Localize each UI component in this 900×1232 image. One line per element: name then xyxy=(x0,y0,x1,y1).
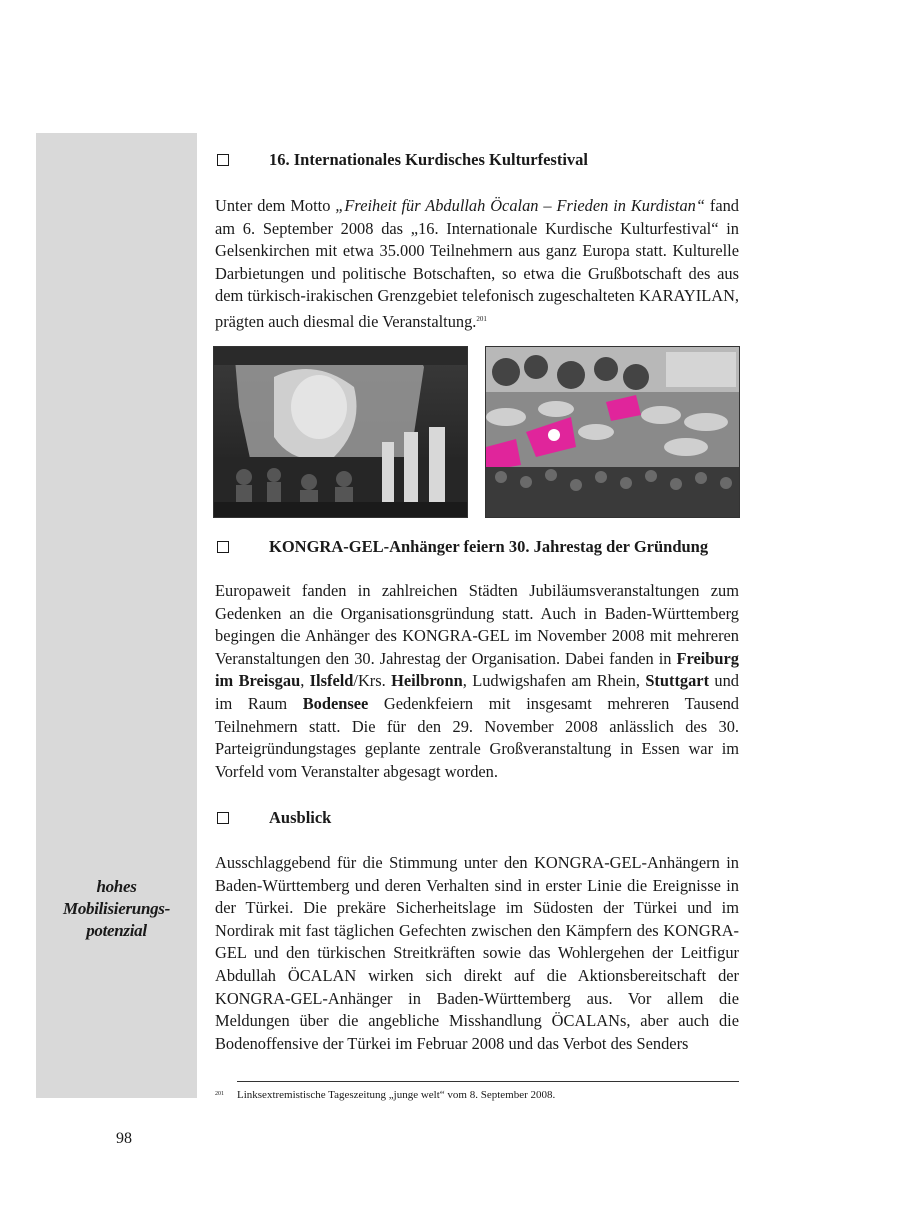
section-heading xyxy=(215,535,739,559)
paragraph-text: , xyxy=(300,671,310,691)
checkbox-bullet-icon xyxy=(217,154,229,166)
city-name: Ilsfeld xyxy=(309,671,354,691)
footnote-reference: 201 xyxy=(476,314,487,323)
footnote-number: 201 xyxy=(215,1091,224,1097)
paragraph-text: Unter dem Motto xyxy=(215,196,336,215)
city-name: Freiburg im Breisgau xyxy=(215,648,739,691)
section-paragraph xyxy=(215,580,739,783)
footnote-divider xyxy=(237,1081,739,1082)
margin-note-line: Mobilisierungs- xyxy=(63,899,170,918)
paragraph-text: /Krs. xyxy=(353,671,392,691)
photo-stage xyxy=(213,346,468,518)
footnote-text: Linksextremistische Tageszeitung „junge welt“ vom 8. September 2008. xyxy=(237,1089,556,1101)
paragraph-text: und im Raum xyxy=(215,671,739,713)
city-name: Bodensee xyxy=(302,693,369,713)
section-heading xyxy=(215,148,739,172)
checkbox-bullet-icon xyxy=(217,541,229,553)
section-paragraph xyxy=(215,195,739,334)
section-heading-text: Ausblick xyxy=(269,808,332,827)
paragraph-text: , Ludwigshafen am Rhein, xyxy=(462,671,646,691)
section-heading-text: KONGRA-GEL-Anhänger feiern 30. Jahrestag der Gründung xyxy=(269,537,709,556)
margin-note-line: hohes xyxy=(96,877,137,896)
paragraph-text: fand am 6. September 2008 das „16. Internationale Kurdische Kulturfestival“ in Gelsenkirchen mit etwa 35.000 Teilnehmern aus ganz Europa statt. Kulturelle Darbietungen und politische Botschaften, so etwa die Grußbotschaft des aus dem türkisch-irakischen Grenzgebiet telefonisch zugeschalteten KARAYILAN, prägten auch diesmal die Veranstaltung. xyxy=(215,196,739,331)
city-name: Heilbronn xyxy=(391,671,463,691)
paragraph-text: Gedenkfeiern mit insgesamt mehreren Tausend Teilnehmern statt. Die für den 29. November 2008 anlässlich des 30. Parteigründungstages geplante zentrale Großveranstaltung in Essen war im Vorfeld vom Veranstalter abgesagt worden. xyxy=(215,693,739,781)
city-name: Stuttgart xyxy=(645,671,710,691)
margin-sidebar xyxy=(36,133,197,1098)
page-number: 98 xyxy=(116,1130,132,1147)
footnote xyxy=(215,1087,739,1102)
section-paragraph xyxy=(215,852,739,1055)
photo-crowd xyxy=(485,346,740,518)
section-heading-text: 16. Internationales Kurdisches Kulturfestival xyxy=(269,150,589,169)
margin-note-line: potenzial xyxy=(86,921,147,940)
paragraph-text: Ausschlaggebend für die Stimmung unter den KONGRA-GEL-Anhängern in Baden-Württemberg und deren Verhalten sind in erster Linie die Ereignisse in der Türkei. Die prekäre Sicherheitslage im Südosten der Türkei und im Nordirak mit fast täglichen Gefechten zwischen den Kämpfern des KONGRA-GEL und den türkischen Streitkräften sowie das Wohlergehen der Leitfigur Abdullah ÖCALAN wirken sich direkt auf die Aktionsbereitschaft der KONGRA-GEL-Anhänger in Baden-Württemberg aus. Vor allem die Meldungen über die angebliche Misshandlung ÖCALANs, aber auch die Bodenoffensive der Türkei im Februar 2008 und das Verbot des Senders xyxy=(215,853,739,1053)
motto-text: „Freiheit für Abdullah Öcalan – Frieden in Kurdistan“ xyxy=(335,196,705,215)
paragraph-text: Europaweit fanden in zahlreichen Städten Jubiläumsveranstaltungen zum Gedenken an die Organisationsgründung statt. Auch in Baden-Württemberg begingen die Anhänger des KONGRA-GEL im November 2008 mit mehreren Veranstaltungen den 30. Jahrestag der Organisation. Dabei fanden in xyxy=(215,581,739,668)
margin-note xyxy=(36,876,197,942)
checkbox-bullet-icon xyxy=(217,812,229,824)
section-heading xyxy=(215,806,739,830)
